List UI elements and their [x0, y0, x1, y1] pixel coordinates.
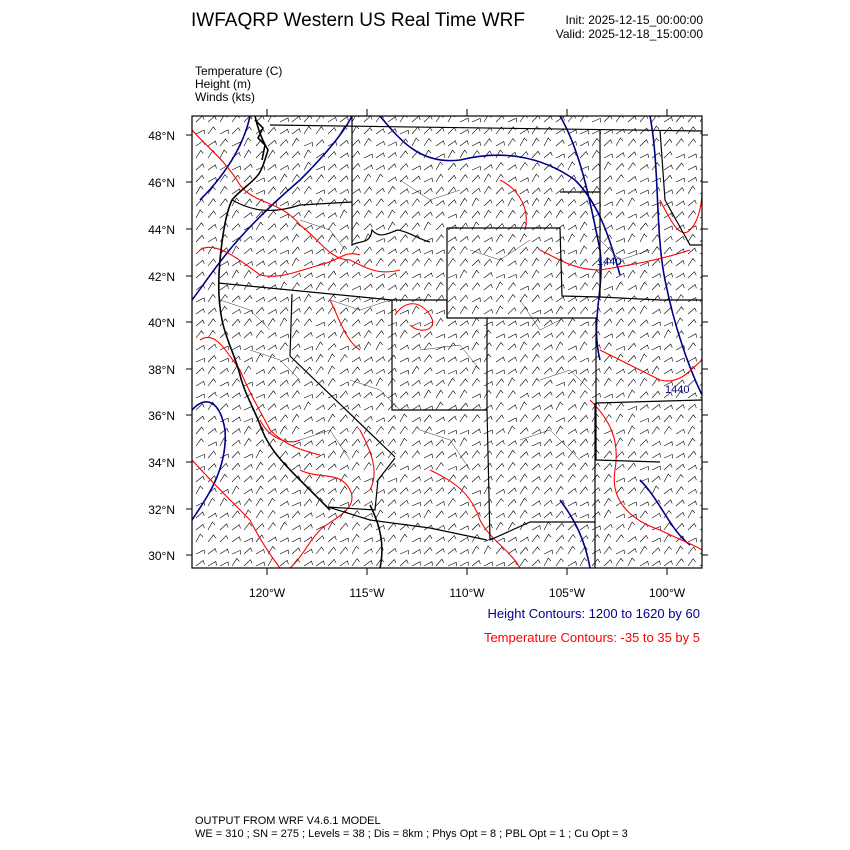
model-config: WE = 310 ; SN = 275 ; Levels = 38 ; Dis = 8km ; Phys Opt = 8 ; PBL Opt = 1 ; Cu Opt = 3: [195, 828, 628, 840]
plot-title: IWFAQRP Western US Real Time WRF: [191, 10, 525, 31]
lat-label: 38°N: [148, 363, 175, 377]
lon-label: 110°W: [449, 586, 485, 600]
lat-label: 44°N: [148, 223, 175, 237]
init-time: Init: 2025-12-15_00:00:00: [565, 13, 703, 27]
lat-label: 48°N: [148, 129, 175, 143]
lat-label: 30°N: [148, 549, 175, 563]
lon-label: 115°W: [349, 586, 385, 600]
lat-label: 36°N: [148, 409, 175, 423]
height-legend: Height Contours: 1200 to 1620 by 60: [487, 606, 700, 621]
model-info: OUTPUT FROM WRF V4.6.1 MODEL: [195, 815, 381, 827]
height-contours: [192, 116, 702, 568]
height-contour-label: 1440: [665, 384, 690, 396]
lat-label: 32°N: [148, 503, 175, 517]
valid-time: Valid: 2025-12-18_15:00:00: [555, 27, 703, 41]
temperature-contours: [192, 130, 702, 568]
height-contour-label: 1440: [597, 256, 622, 268]
lat-label: 34°N: [148, 456, 175, 470]
lat-label: 46°N: [148, 176, 175, 190]
map-frame: [192, 116, 702, 568]
field-temperature: Temperature (C): [195, 64, 283, 78]
state-borders: [218, 116, 702, 568]
lon-label: 100°W: [648, 586, 686, 600]
lat-label: 40°N: [148, 316, 175, 330]
coastline: [219, 116, 382, 568]
lat-label: 42°N: [148, 270, 175, 284]
lon-label: 120°W: [248, 586, 286, 600]
temperature-legend: Temperature Contours: -35 to 35 by 5: [483, 630, 700, 645]
wind-barbs: [196, 114, 709, 566]
field-winds: Winds (kts): [195, 90, 255, 104]
field-height: Height (m): [195, 77, 252, 91]
lon-label: 105°W: [548, 586, 586, 600]
